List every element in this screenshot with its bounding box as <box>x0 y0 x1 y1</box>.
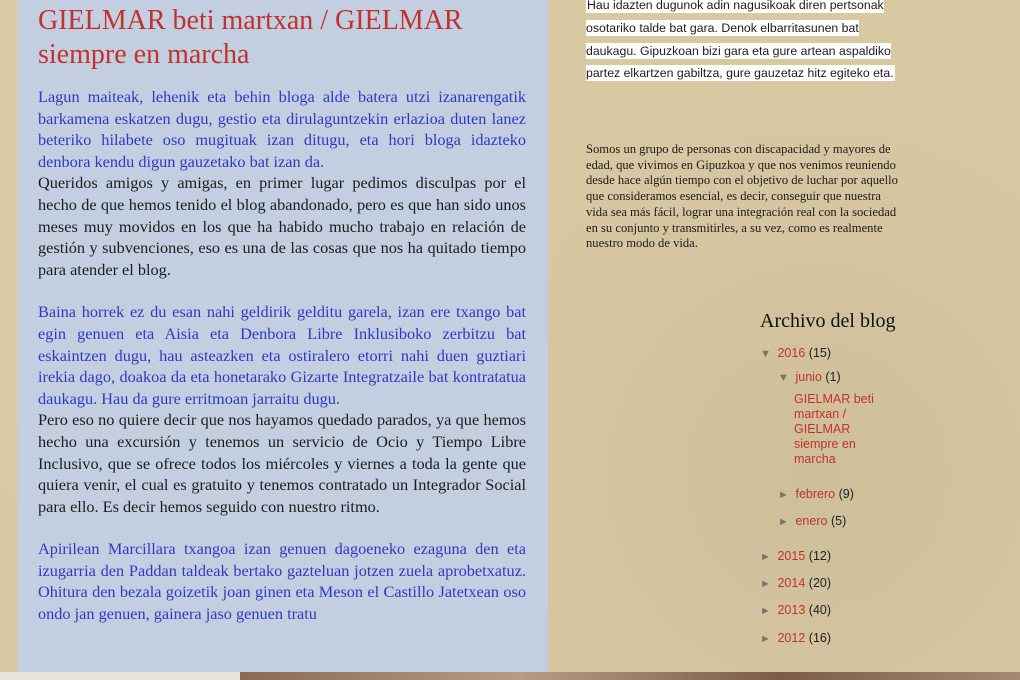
triangle-right-icon[interactable]: ► <box>760 551 771 563</box>
archive-count: (5) <box>830 514 847 528</box>
blog-archive <box>760 310 1010 645</box>
archive-month-febrero[interactable] <box>778 487 854 501</box>
triangle-right-icon[interactable]: ► <box>778 516 789 528</box>
archive-year-2013[interactable] <box>760 603 831 617</box>
paragraph-basque-3: Apirilean Marcillara txangoa izan genuen dagoeneko ezaguna den eta izugarria den Paddan taldeak bertako gazteluan jotzen zuela aprobetxatuz. Ohitura den bezala goizetik joan ginen eta Meson el Castillo Jatetxean oso ondo jan genuen, gainera jaso genuen tratu <box>38 539 526 624</box>
about-basque <box>586 0 902 85</box>
archive-post-link[interactable]: GIELMAR beti martxan / GIELMAR siempre en marcha <box>794 392 874 466</box>
archive-month-link[interactable]: enero <box>795 514 828 528</box>
archive-year-2014[interactable] <box>760 576 831 590</box>
archive-year-link[interactable]: 2014 <box>777 576 806 590</box>
archive-month-link[interactable]: junio <box>795 370 822 384</box>
paragraph-basque-1: Lagun maiteak, lehenik eta behin bloga alde batera utzi izanarengatik barkamena eskatzen dugu, gestio eta dirulaguntzekin erlazioa duten lanez beteriko hilabete oso mugituak izan ditugu, eta hori bloga idazteko denbora kendu digun gauzetako bat izan da. <box>38 87 526 171</box>
triangle-down-icon[interactable]: ▼ <box>778 372 789 384</box>
paragraph-spanish-1: Queridos amigos y amigas, en primer lugar pedimos disculpas por el hecho de que hemos tenido el blog abandonado, pero es que han sido unos meses muy movidos en los que ha habido mucho trabajo en relación de gestión y subvenciones, eso es una de las cosas que nos ha quitado tiempo para atender el blog. <box>38 173 526 279</box>
archive-year-2016[interactable] <box>760 346 831 360</box>
archive-year-2015[interactable] <box>760 549 831 563</box>
archive-title: Archivo del blog <box>760 310 896 332</box>
archive-year-2012[interactable] <box>760 631 831 645</box>
paragraph-basque-2: Baina horrek ez du esan nahi geldirik gelditu garela, izan ere txango bat egin genuen eta Aisia eta Denbora Libre Inklusiboko zerbitzu bat eskaintzen dugu, hau asteazken eta ostiralero etorri nahi duen guztiari irekia dago, doakoa da eta honetarako Gizarte Integratzaile bat kontratatua daukagu. Hau da gure erritmoan jarraitu dugu. <box>38 302 526 408</box>
archive-count: (12) <box>808 549 832 563</box>
post-title[interactable]: GIELMAR beti martxan / GIELMAR siempre en marcha <box>38 5 463 70</box>
about-spanish: Somos un grupo de personas con discapacidad y mayores de edad, que vivimos en Gipuzkoa y que nos venimos reuniendo desde hace algún tiempo con el objetivo de luchar por aquello que consideramos esencial, es decir, conseguir que nuestra vida sea más fácil, lograr una integración real con la sociedad en su conjunto y transmitirles, a su vez, como es realmente nuestro modo de vida. <box>586 142 898 251</box>
post-column <box>18 0 548 680</box>
archive-count: (9) <box>838 487 854 501</box>
archive-month-junio[interactable] <box>778 370 841 384</box>
archive-count: (40) <box>808 603 832 617</box>
paragraph-spanish-2: Pero eso no quiere decir que nos hayamos quedado parados, ya que hemos hecho una excursión y tenemos un servicio de Ocio y Tiempo Libre Inclusivo, que se ofrece todos los miércoles y viernes a toda la gente que quiera venir, el cual es gratuito y tenemos contratado un Integrador Social para ello. Es decir hemos seguido con nuestro ritmo. <box>38 410 526 516</box>
archive-count: (15) <box>808 346 832 360</box>
archive-year-link[interactable]: 2015 <box>777 549 806 563</box>
archive-count: (16) <box>808 631 832 645</box>
triangle-down-icon[interactable]: ▼ <box>760 348 771 360</box>
archive-count: (20) <box>808 576 832 590</box>
about-basque-text: Hau idazten dugunok adin nagusikoak diren pertsonak osotariko talde bat gara. Denok elbarritasunen bat daukagu. Gipuzkoan bizi gara eta gure artean aspaldiko partez elkartzen gabiltza, gure gauzetaz hitz egiteko eta. <box>586 0 895 81</box>
triangle-right-icon[interactable]: ► <box>760 605 771 617</box>
triangle-right-icon[interactable]: ► <box>760 633 771 645</box>
archive-year-link[interactable]: 2016 <box>777 346 806 360</box>
archive-month-link[interactable]: febrero <box>795 487 836 501</box>
bottom-edge-strip <box>0 672 1020 680</box>
post-body <box>38 86 526 625</box>
triangle-right-icon[interactable]: ► <box>760 578 771 590</box>
archive-month-enero[interactable] <box>778 514 846 528</box>
archive-year-link[interactable]: 2012 <box>777 631 806 645</box>
triangle-right-icon[interactable]: ► <box>778 489 789 501</box>
archive-count: (1) <box>825 370 841 384</box>
archive-year-link[interactable]: 2013 <box>777 603 806 617</box>
